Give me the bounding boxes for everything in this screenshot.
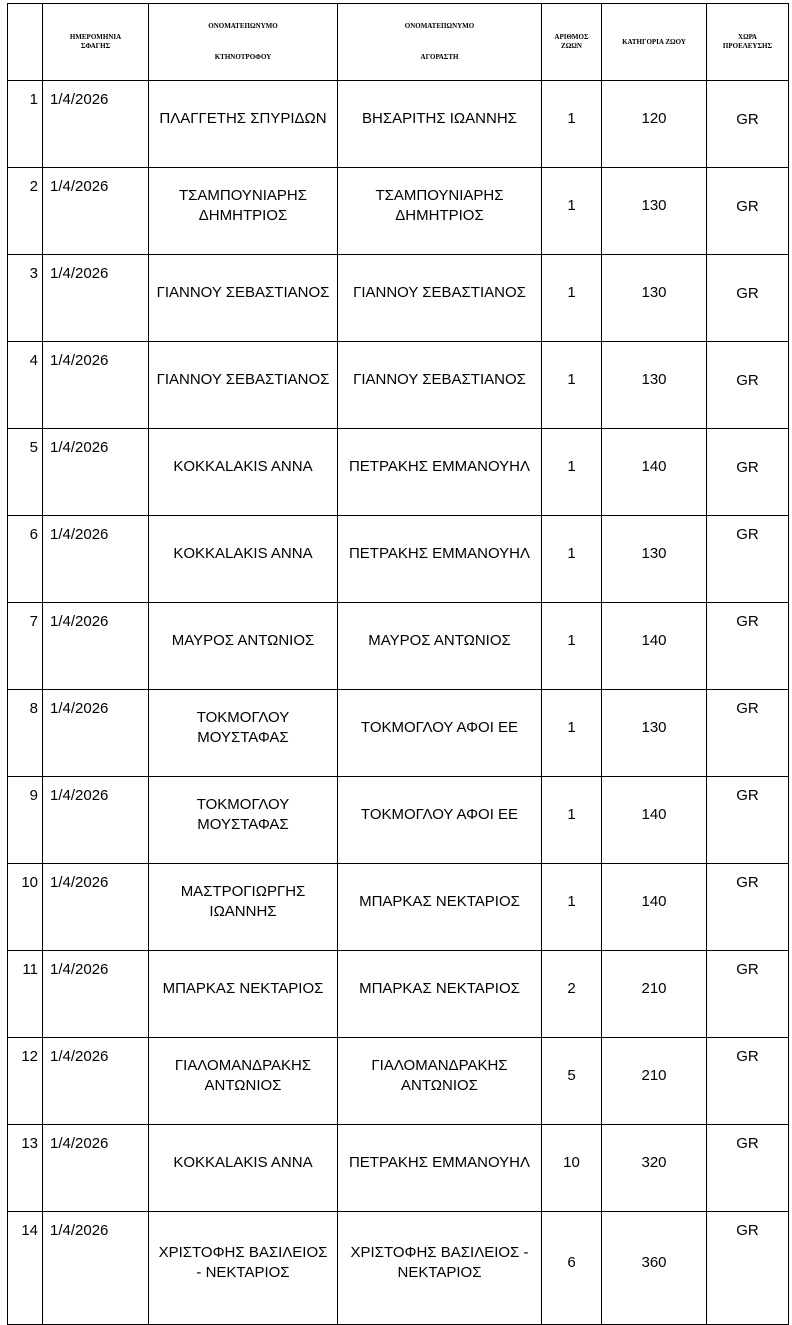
slaughter-date: 1/4/2026 xyxy=(43,603,149,690)
row-number: 7 xyxy=(8,603,43,690)
animal-category: 210 xyxy=(602,951,707,1038)
breeder-name: KOKKALAKIS ANNA xyxy=(149,1125,338,1212)
buyer-name: ΠΕΤΡΑΚΗΣ ΕΜΜΑΝΟΥΗΛ xyxy=(338,429,542,516)
buyer-name: ΤΟΚΜΟΓΛΟΥ ΑΦΟΙ ΕΕ xyxy=(338,690,542,777)
origin-country: GR xyxy=(707,516,789,603)
slaughter-date: 1/4/2026 xyxy=(43,690,149,777)
header-count xyxy=(542,4,602,81)
buyer-name: ΤΣΑΜΠΟΥΝΙΑΡΗΣ ΔΗΜΗΤΡΙΟΣ xyxy=(338,168,542,255)
breeder-name: ΓΙΑΝΝΟΥ ΣΕΒΑΣΤΙΑΝΟΣ xyxy=(149,342,338,429)
header-breeder-line2: ΚΤΗΝΟΤΡΟΦΟΥ xyxy=(214,53,272,61)
animal-category: 360 xyxy=(602,1212,707,1325)
animal-count: 5 xyxy=(542,1038,602,1125)
animal-category: 320 xyxy=(602,1125,707,1212)
table-row xyxy=(8,1038,789,1125)
table-row xyxy=(8,777,789,864)
row-number: 5 xyxy=(8,429,43,516)
slaughter-register-table xyxy=(7,3,789,1325)
origin-country: GR xyxy=(707,1125,789,1212)
animal-category: 130 xyxy=(602,690,707,777)
row-number: 4 xyxy=(8,342,43,429)
row-number: 8 xyxy=(8,690,43,777)
animal-category: 140 xyxy=(602,777,707,864)
animal-category: 140 xyxy=(602,603,707,690)
breeder-name: ΓΙΑΛΟΜΑΝΔΡΑΚΗΣ ΑΝΤΩΝΙΟΣ xyxy=(149,1038,338,1125)
row-number: 1 xyxy=(8,81,43,168)
animal-count: 1 xyxy=(542,255,602,342)
header-buyer-line1: ΟΝΟΜΑΤΕΠΩΝΥΜΟ xyxy=(404,22,475,31)
table-row xyxy=(8,168,789,255)
row-number: 2 xyxy=(8,168,43,255)
breeder-name: ΤΟΚΜΟΓΛΟΥ ΜΟΥΣΤΑΦΑΣ xyxy=(149,690,338,777)
header-count-line2: ΖΩΩΝ xyxy=(561,42,582,50)
table-row xyxy=(8,81,789,168)
header-buyer-line2: ΑΓΟΡΑΣΤΗ xyxy=(420,53,459,61)
header-country xyxy=(707,4,789,81)
origin-country: GR xyxy=(707,951,789,1038)
buyer-name: ΒΗΣΑΡΙΤΗΣ ΙΩΑΝΝΗΣ xyxy=(338,81,542,168)
buyer-name: ΠΕΤΡΑΚΗΣ ΕΜΜΑΝΟΥΗΛ xyxy=(338,1125,542,1212)
origin-country: GR xyxy=(707,690,789,777)
header-date xyxy=(43,4,149,81)
origin-country: GR xyxy=(707,1038,789,1125)
breeder-name: ΜΑΣΤΡΟΓΙΩΡΓΗΣ ΙΩΑΝΝΗΣ xyxy=(149,864,338,951)
table-row xyxy=(8,255,789,342)
table-row xyxy=(8,951,789,1038)
row-number: 10 xyxy=(8,864,43,951)
breeder-name: ΓΙΑΝΝΟΥ ΣΕΒΑΣΤΙΑΝΟΣ xyxy=(149,255,338,342)
breeder-name: KOKKALAKIS ANNA xyxy=(149,516,338,603)
header-breeder-line1: ΟΝΟΜΑΤΕΠΩΝΥΜΟ xyxy=(208,22,278,31)
breeder-name: ΤΣΑΜΠΟΥΝΙΑΡΗΣ ΔΗΜΗΤΡΙΟΣ xyxy=(149,168,338,255)
table-row xyxy=(8,1125,789,1212)
slaughter-date: 1/4/2026 xyxy=(43,516,149,603)
slaughter-date: 1/4/2026 xyxy=(43,1125,149,1212)
origin-country: GR xyxy=(707,81,789,168)
header-country-line2: ΠΡΟΕΛΕΥΣΗΣ xyxy=(722,42,773,50)
buyer-name: ΜΑΥΡΟΣ ΑΝΤΩΝΙΟΣ xyxy=(338,603,542,690)
animal-category: 210 xyxy=(602,1038,707,1125)
header-buyer xyxy=(338,4,542,81)
row-number: 11 xyxy=(8,951,43,1038)
header-index xyxy=(8,4,43,81)
slaughter-date: 1/4/2026 xyxy=(43,81,149,168)
slaughter-date: 1/4/2026 xyxy=(43,429,149,516)
breeder-name: ΧΡΙΣΤΟΦΗΣ ΒΑΣΙΛΕΙΟΣ - ΝΕΚΤΑΡΙΟΣ xyxy=(149,1212,338,1325)
animal-count: 1 xyxy=(542,429,602,516)
origin-country: GR xyxy=(707,342,789,429)
animal-count: 1 xyxy=(542,777,602,864)
table-row xyxy=(8,603,789,690)
origin-country: GR xyxy=(707,168,789,255)
header-row xyxy=(8,4,789,81)
animal-category: 130 xyxy=(602,516,707,603)
buyer-name: ΜΠΑΡΚΑΣ ΝΕΚΤΑΡΙΟΣ xyxy=(338,864,542,951)
row-number: 9 xyxy=(8,777,43,864)
origin-country: GR xyxy=(707,777,789,864)
header-date-line1: ΗΜΕΡΟΜΗΝΙΑ xyxy=(69,33,122,42)
buyer-name: ΓΙΑΝΝΟΥ ΣΕΒΑΣΤΙΑΝΟΣ xyxy=(338,255,542,342)
animal-count: 1 xyxy=(542,690,602,777)
slaughter-date: 1/4/2026 xyxy=(43,864,149,951)
slaughter-date: 1/4/2026 xyxy=(43,342,149,429)
header-breeder xyxy=(149,4,338,81)
row-number: 12 xyxy=(8,1038,43,1125)
slaughter-date: 1/4/2026 xyxy=(43,255,149,342)
slaughter-date: 1/4/2026 xyxy=(43,168,149,255)
table-row xyxy=(8,342,789,429)
table-row xyxy=(8,864,789,951)
animal-count: 10 xyxy=(542,1125,602,1212)
breeder-name: ΠΛΑΓΓΕΤΗΣ ΣΠΥΡΙΔΩΝ xyxy=(149,81,338,168)
animal-count: 1 xyxy=(542,81,602,168)
buyer-name: ΧΡΙΣΤΟΦΗΣ ΒΑΣΙΛΕΙΟΣ - ΝΕΚΤΑΡΙΟΣ xyxy=(338,1212,542,1325)
animal-count: 2 xyxy=(542,951,602,1038)
header-country-line1: ΧΩΡΑ xyxy=(738,33,757,42)
animal-count: 6 xyxy=(542,1212,602,1325)
row-number: 3 xyxy=(8,255,43,342)
origin-country: GR xyxy=(707,255,789,342)
animal-count: 1 xyxy=(542,342,602,429)
buyer-name: ΤΟΚΜΟΓΛΟΥ ΑΦΟΙ ΕΕ xyxy=(338,777,542,864)
animal-count: 1 xyxy=(542,603,602,690)
row-number: 14 xyxy=(8,1212,43,1325)
origin-country: GR xyxy=(707,603,789,690)
breeder-name: KOKKALAKIS ANNA xyxy=(149,429,338,516)
row-number: 13 xyxy=(8,1125,43,1212)
animal-count: 1 xyxy=(542,516,602,603)
table-row xyxy=(8,429,789,516)
origin-country: GR xyxy=(707,864,789,951)
header-category: ΚΑΤΗΓΟΡΙΑ ΖΩΟΥ xyxy=(602,4,707,81)
table-row xyxy=(8,516,789,603)
animal-count: 1 xyxy=(542,168,602,255)
slaughter-date: 1/4/2026 xyxy=(43,1038,149,1125)
breeder-name: ΜΠΑΡΚΑΣ ΝΕΚΤΑΡΙΟΣ xyxy=(149,951,338,1038)
table-row xyxy=(8,690,789,777)
buyer-name: ΓΙΑΛΟΜΑΝΔΡΑΚΗΣ ΑΝΤΩΝΙΟΣ xyxy=(338,1038,542,1125)
animal-category: 130 xyxy=(602,168,707,255)
breeder-name: ΜΑΥΡΟΣ ΑΝΤΩΝΙΟΣ xyxy=(149,603,338,690)
breeder-name: ΤΟΚΜΟΓΛΟΥ ΜΟΥΣΤΑΦΑΣ xyxy=(149,777,338,864)
buyer-name: ΓΙΑΝΝΟΥ ΣΕΒΑΣΤΙΑΝΟΣ xyxy=(338,342,542,429)
buyer-name: ΠΕΤΡΑΚΗΣ ΕΜΜΑΝΟΥΗΛ xyxy=(338,516,542,603)
row-number: 6 xyxy=(8,516,43,603)
origin-country: GR xyxy=(707,429,789,516)
animal-category: 140 xyxy=(602,864,707,951)
table-body xyxy=(8,81,789,1325)
slaughter-date: 1/4/2026 xyxy=(43,777,149,864)
buyer-name: ΜΠΑΡΚΑΣ ΝΕΚΤΑΡΙΟΣ xyxy=(338,951,542,1038)
animal-category: 120 xyxy=(602,81,707,168)
origin-country: GR xyxy=(707,1212,789,1325)
animal-category: 130 xyxy=(602,342,707,429)
animal-count: 1 xyxy=(542,864,602,951)
slaughter-date: 1/4/2026 xyxy=(43,1212,149,1325)
animal-category: 140 xyxy=(602,429,707,516)
header-date-line2: ΣΦΑΓΗΣ xyxy=(80,42,111,50)
table-row xyxy=(8,1212,789,1325)
slaughter-date: 1/4/2026 xyxy=(43,951,149,1038)
animal-category: 130 xyxy=(602,255,707,342)
header-count-line1: ΑΡΙΘΜΟΣ xyxy=(554,33,589,42)
